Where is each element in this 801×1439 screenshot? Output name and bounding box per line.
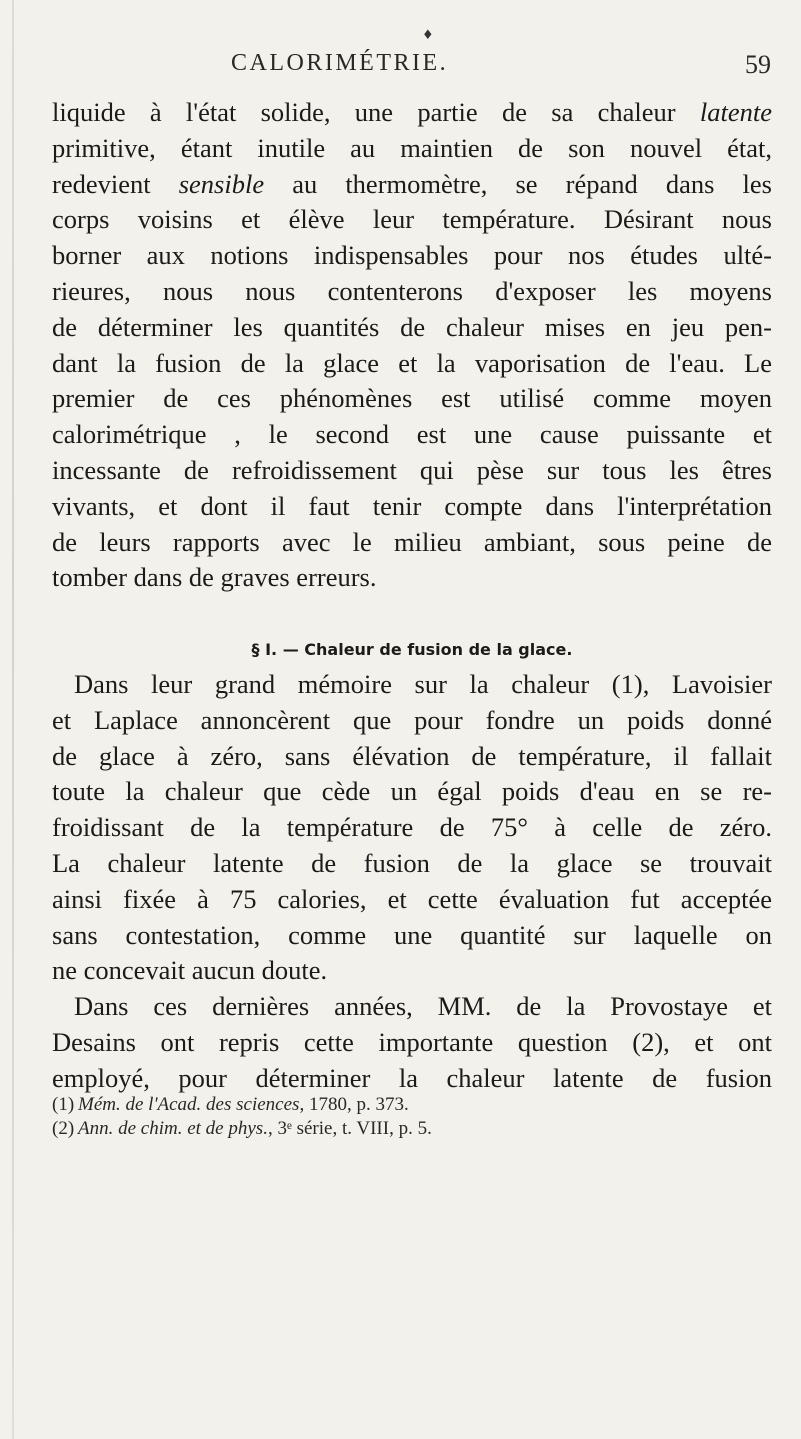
text-line: de déterminer les quantités de chaleur mises en jeu pen- [52, 311, 772, 342]
text-line: primitive, étant inutile au maintien de son nouvel état, [52, 132, 772, 163]
text-line: borner aux notions indispensables pour nos études ulté- [52, 240, 772, 271]
text-line: premier de ces phénomènes est utilisé comme moyen [52, 383, 772, 414]
text-line: froidissant de la température de 75° à celle de zéro. [52, 812, 772, 843]
text-line: de leurs rapports avec le milieu ambiant, sous peine de [52, 526, 772, 557]
binding-shadow [12, 0, 14, 1439]
running-title: CALORIMÉTRIE. [231, 50, 449, 76]
text-line: rieures, nous nous contenterons d'exposer les moyens [52, 275, 772, 306]
footnotes [52, 1093, 772, 1141]
text-line: liquide à l'état solide, une partie de sa chaleur latente [52, 97, 772, 127]
text-line: La chaleur latente de fusion de la glace se trouvait [52, 847, 772, 878]
text-line: Dans ces dernières années, MM. de la Provostaye et [74, 991, 772, 1022]
text-line: corps voisins et élève leur température. Désirant nous [52, 204, 772, 235]
text-line: ne concevait aucun doute. [52, 955, 328, 986]
footnote-1: (1) Mém. de l'Acad. des sciences, 1780, p. 373. [52, 1094, 409, 1115]
text-line: incessante de refroidissement qui pèse sur tous les êtres [52, 454, 772, 485]
footnote-2: (2) Ann. de chim. et de phys., 3ᵉ série, t. VIII, p. 5. [52, 1118, 432, 1139]
text-line: redevient sensible au thermomètre, se répand dans les [52, 168, 772, 199]
text-line: Dans leur grand mémoire sur la chaleur (1), Lavoisier [74, 669, 772, 699]
text-line: de glace à zéro, sans élévation de température, il fallait [52, 740, 772, 771]
text-line: employé, pour déterminer la chaleur latente de fusion [52, 1062, 772, 1093]
section-heading: § I. — Chaleur de fusion de la glace. [251, 640, 573, 659]
text-line: tomber dans de graves erreurs. [52, 562, 377, 593]
text-line: dant la fusion de la glace et la vaporisation de l'eau. Le [52, 347, 772, 378]
text-line: ainsi fixée à 75 calories, et cette évaluation fut acceptée [52, 883, 772, 914]
paragraph-2 [52, 667, 772, 1097]
text-line: sans contestation, comme une quantité sur laquelle on [52, 919, 772, 950]
page-header [0, 50, 801, 90]
text-line: Desains ont repris cette importante question (2), et ont [52, 1026, 772, 1057]
page-number: 59 [745, 50, 771, 79]
paragraph-1 [52, 95, 772, 596]
text-line: calorimétrique , le second est une cause puissante et [52, 419, 772, 450]
printer-ornament-icon: ♦ [422, 28, 434, 43]
text-line: toute la chaleur que cède un égal poids d'eau en se re- [52, 776, 772, 807]
text-line: et Laplace annoncèrent que pour fondre un poids donné [52, 704, 772, 735]
text-line: vivants, et dont il faut tenir compte dans l'interprétation [52, 490, 772, 521]
